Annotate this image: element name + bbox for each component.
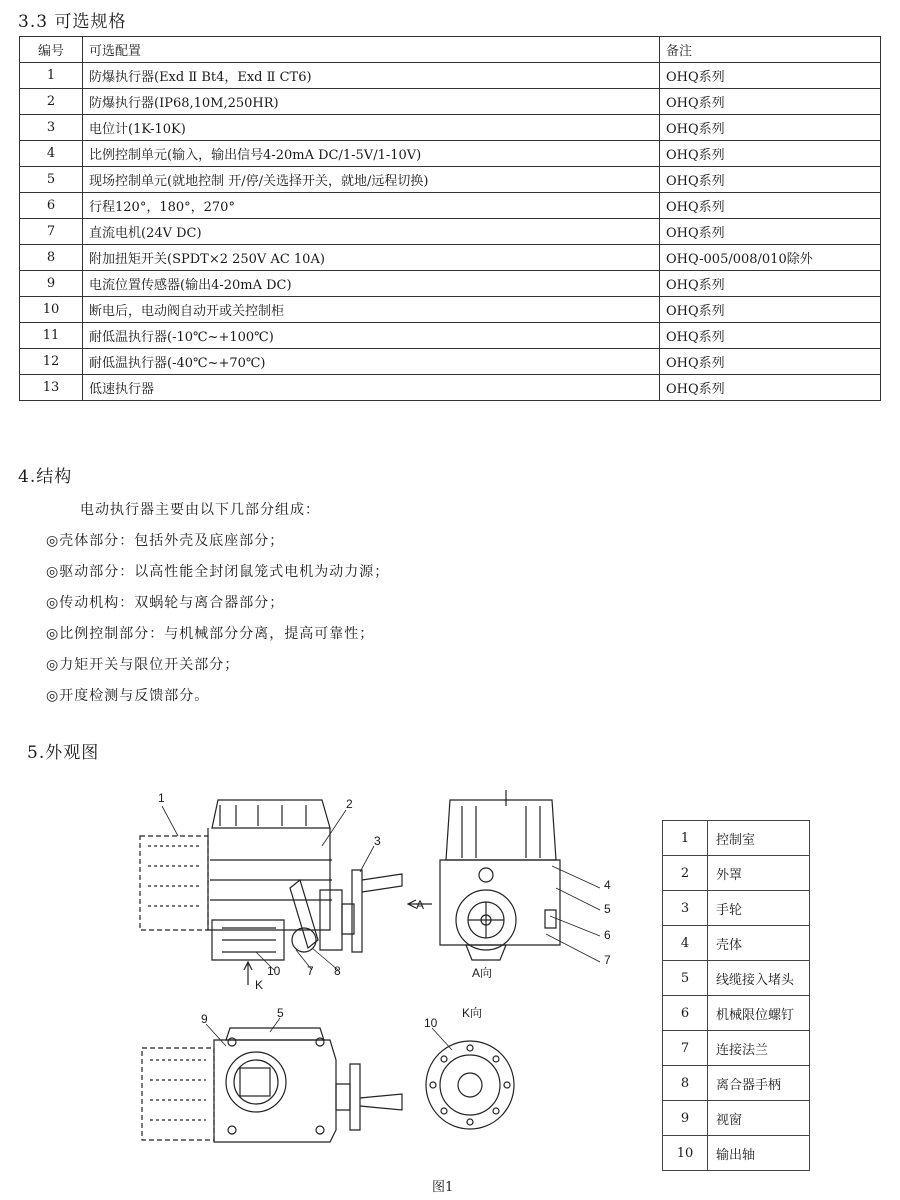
callout-2: 2	[346, 797, 353, 811]
row-number: 12	[20, 349, 83, 375]
legend-label: 机械限位螺钉	[708, 996, 810, 1031]
row-note: OHQ系列	[660, 323, 881, 349]
legend-row	[663, 1066, 810, 1101]
legend-label: 控制室	[708, 821, 810, 856]
top-view-drawing	[142, 1028, 402, 1142]
row-config: 直流电机(24V DC)	[83, 219, 660, 245]
row-number: 10	[20, 297, 83, 323]
row-config: 防爆执行器(Exd Ⅱ Bt4，Exd Ⅱ CT6)	[83, 63, 660, 89]
row-note: OHQ-005/008/010除外	[660, 245, 881, 271]
k-arrow-label: K	[255, 978, 264, 992]
row-number: 5	[20, 167, 83, 193]
a-view-label: A向	[472, 966, 493, 980]
legend-row	[663, 996, 810, 1031]
a-view-drawing	[408, 790, 560, 960]
structure-intro: 电动执行器主要由以下几部分组成：	[80, 502, 320, 518]
row-config: 现场控制单元(就地控制 开/停/关选择开关，就地/远程切换)	[83, 167, 660, 193]
legend-row	[663, 891, 810, 926]
row-note: OHQ系列	[660, 167, 881, 193]
section-title-options: 3.3 可选规格	[18, 12, 127, 32]
legend-label: 手轮	[708, 891, 810, 926]
structure-item: ◎比例控制部分：与机械部分分离，提高可靠性；	[46, 626, 375, 642]
legend-table	[662, 820, 810, 1171]
legend-row	[663, 856, 810, 891]
legend-label: 线缆接入堵头	[708, 961, 810, 996]
legend-number: 9	[663, 1101, 708, 1136]
header-no: 编号	[20, 37, 83, 63]
legend-number: 7	[663, 1031, 708, 1066]
row-number: 6	[20, 193, 83, 219]
callout-5b: 5	[277, 1006, 284, 1020]
side-view-drawing	[140, 800, 402, 985]
row-note: OHQ系列	[660, 89, 881, 115]
callout-4: 4	[604, 878, 611, 892]
row-number: 13	[20, 375, 83, 401]
row-number: 4	[20, 141, 83, 167]
legend-row	[663, 961, 810, 996]
row-number: 7	[20, 219, 83, 245]
row-note: OHQ系列	[660, 115, 881, 141]
legend-row	[663, 1136, 810, 1171]
legend-number: 2	[663, 856, 708, 891]
row-note: OHQ系列	[660, 141, 881, 167]
legend-number: 8	[663, 1066, 708, 1101]
callout-1: 1	[158, 791, 165, 805]
row-note: OHQ系列	[660, 271, 881, 297]
row-config: 行程120°，180°，270°	[83, 193, 660, 219]
callout-8: 8	[334, 964, 341, 978]
row-config: 电位计(1K-10K)	[83, 115, 660, 141]
legend-number: 10	[663, 1136, 708, 1171]
legend-label: 离合器手柄	[708, 1066, 810, 1101]
callout-7a: 7	[604, 953, 611, 967]
structure-item: ◎开度检测与反馈部分。	[46, 688, 210, 704]
section-title-appearance: 5.外观图	[27, 743, 100, 763]
structure-item: ◎壳体部分：包括外壳及底座部分；	[46, 533, 285, 549]
row-config: 低速执行器	[83, 375, 660, 401]
row-config: 耐低温执行器(-40℃~+70℃)	[83, 349, 660, 375]
row-config: 附加扭矩开关(SPDT×2 250V AC 10A)	[83, 245, 660, 271]
section-title-structure: 4.结构	[18, 467, 73, 487]
callout-5a: 5	[604, 902, 611, 916]
row-config: 比例控制单元(输入，输出信号4-20mA DC/1-5V/1-10V)	[83, 141, 660, 167]
row-note: OHQ系列	[660, 219, 881, 245]
legend-row	[663, 926, 810, 961]
row-number: 3	[20, 115, 83, 141]
legend-label: 视窗	[708, 1101, 810, 1136]
row-number: 11	[20, 323, 83, 349]
row-number: 8	[20, 245, 83, 271]
legend-number: 6	[663, 996, 708, 1031]
row-note: OHQ系列	[660, 375, 881, 401]
legend-number: 5	[663, 961, 708, 996]
structure-item: ◎传动机构：双蜗轮与离合器部分；	[46, 595, 285, 611]
callout-3: 3	[374, 834, 381, 848]
legend-number: 3	[663, 891, 708, 926]
figure-caption: 图1	[432, 1180, 454, 1195]
row-note: OHQ系列	[660, 297, 881, 323]
row-config: 耐低温执行器(-10℃~+100℃)	[83, 323, 660, 349]
row-config: 电流位置传感器(输出4-20mA DC)	[83, 271, 660, 297]
row-config: 断电后，电动阀自动开或关控制柜	[83, 297, 660, 323]
row-number: 2	[20, 89, 83, 115]
callout-10b: 10	[424, 1016, 438, 1030]
row-note: OHQ系列	[660, 193, 881, 219]
legend-row	[663, 1031, 810, 1066]
legend-label: 输出轴	[708, 1136, 810, 1171]
header-config: 可选配置	[83, 37, 660, 63]
structure-item: ◎驱动部分：以高性能全封闭鼠笼式电机为动力源；	[46, 564, 390, 580]
legend-label: 壳体	[708, 926, 810, 961]
legend-label: 外罩	[708, 856, 810, 891]
row-number: 1	[20, 63, 83, 89]
callout-7b: 7	[307, 964, 314, 978]
legend-label: 连接法兰	[708, 1031, 810, 1066]
legend-row	[663, 1101, 810, 1136]
row-number: 9	[20, 271, 83, 297]
callout-6: 6	[604, 928, 611, 942]
row-config: 防爆执行器(IP68,10M,250HR)	[83, 89, 660, 115]
a-arrow-label: A	[416, 898, 425, 912]
legend-row	[663, 821, 810, 856]
legend-number: 1	[663, 821, 708, 856]
callout-10a: 10	[267, 964, 281, 978]
header-note: 备注	[660, 37, 881, 63]
row-note: OHQ系列	[660, 349, 881, 375]
k-view-drawing	[426, 1041, 514, 1129]
k-view-label: K向	[462, 1006, 483, 1020]
row-note: OHQ系列	[660, 63, 881, 89]
callout-9: 9	[201, 1012, 208, 1026]
legend-number: 4	[663, 926, 708, 961]
structure-item: ◎力矩开关与限位开关部分；	[46, 657, 240, 673]
